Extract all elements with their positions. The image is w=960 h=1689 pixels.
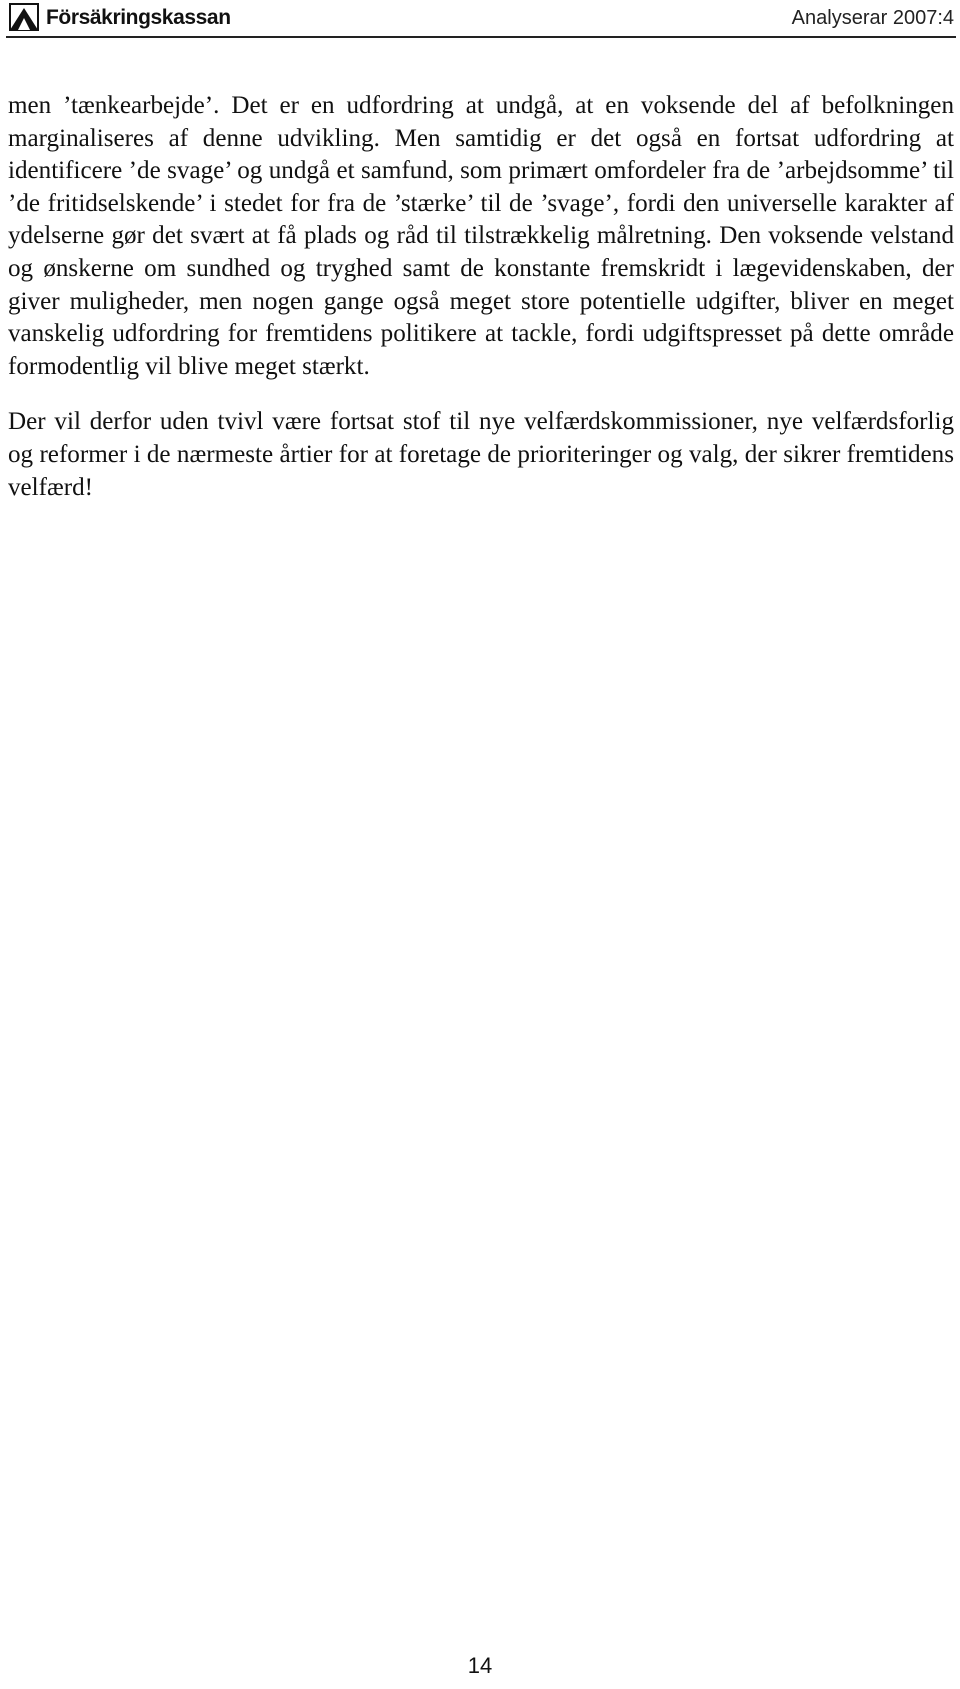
page-header [6, 0, 956, 38]
report-id: Analyserar 2007:4 [791, 7, 954, 29]
logo-text: Försäkringskassan [46, 6, 231, 29]
paragraph-1: men ’tænkearbejde’. Det er en udfordring at undgå, at en voksende del af befolkningen marginaliseres af denne udvikling. Men samtidig er det også en fortsat udfordring at identificere ’de svage’ og undgå et samfund, som primært omfordeler fra de ’arbejdsomme’ til ’de fritidselskende’ i stedet for fra de ’stærke’ til de ’svage’, fordi den universelle karakter af ydelserne gør det svært at få plads og råd til tilstrækkelig målretning. Den voksende velstand og ønskerne om sundhed og tryghed samt de konstante fremskridt i lægevidenskaben, der giver muligheder, men nogen gange også meget store potentielle udgifter, bliver en meget vanskelig udfordring for fremtidens politikere at tackle, fordi udgiftspresset på dette område formodentlig vil blive meget stærkt. [8, 92, 954, 380]
page-number: 14 [467, 1653, 493, 1678]
body-text [8, 90, 954, 504]
paragraph-2: Der vil derfor uden tvivl være fortsat stof til nye velfærdskommissioner, nye velfærdsforlig og reformer i de nærmeste årtier for at foretage de prioriteringer og valg, der sikrer fremtidens velfærd! [8, 408, 954, 501]
forsakringskassan-logo-icon [9, 3, 39, 31]
